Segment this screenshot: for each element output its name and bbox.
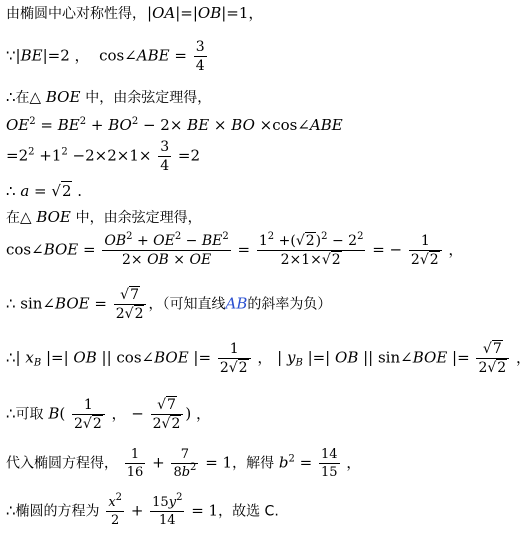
line-10: ∴| $x_B$ |=| OB || cos∠BOE |= $\frac{1}{2√2}$ ， | $y_B$ |=| OB || sin∠BOE |= $\frac{√7}{2√2}$ ，: [6, 341, 531, 376]
line-9: ∴ sin∠BOE = $\frac{√7}{2√2}$ ，（可知直线AB的斜率为负）: [6, 287, 332, 322]
line-6: ∴ a = √2 .: [6, 182, 83, 200]
line-2: ∵|BE|=2 ， cos∠ABE = $\frac{3}{4}$: [6, 39, 205, 74]
line-3: ∴在△ BOE 中，由余弦定理得，: [6, 88, 212, 106]
line-1: 由椭圆中心对称性得，|OA|=|OB|=1，: [6, 4, 264, 22]
line-13: ∴椭圆的方程为 $\frac{x^2}{2}$ + $\frac{15y^2}{14}$ = 1，故选 C.: [6, 492, 279, 528]
line-1-text: 由椭圆中心对称性得，: [6, 6, 146, 22]
line-8: cos∠BOE = $\frac{OB^2 + OE^2 - BE^2}{2\times OB \times OE}$ = $\frac{1^2 +(√2)^2 - 2^2}{2\times 1\times√2}$ = − $\frac{1}{2√2}$ ，: [6, 231, 464, 268]
line-7: 在△ BOE 中，由余弦定理得，: [6, 208, 202, 226]
line-5: $=2^2 +1^2 -2\times 2\times 1\times$ $\frac{3}{4}$ =2: [6, 139, 201, 174]
line-11: ∴可取 B( $\frac{1}{2√2}$ ， − $\frac{√7}{2√2}$ ) ，: [6, 397, 212, 432]
line-12: 代入椭圆方程得， $\frac{1}{16}$ + $\frac{7}{8b^2}$ = 1，解得 $b^2$ = $\frac{14}{15}$ ，: [6, 447, 362, 480]
line-4: $OE^2 = BE^2 + BO^2 - 2\times$ BE × BO ×cos∠ABE: [6, 116, 343, 134]
